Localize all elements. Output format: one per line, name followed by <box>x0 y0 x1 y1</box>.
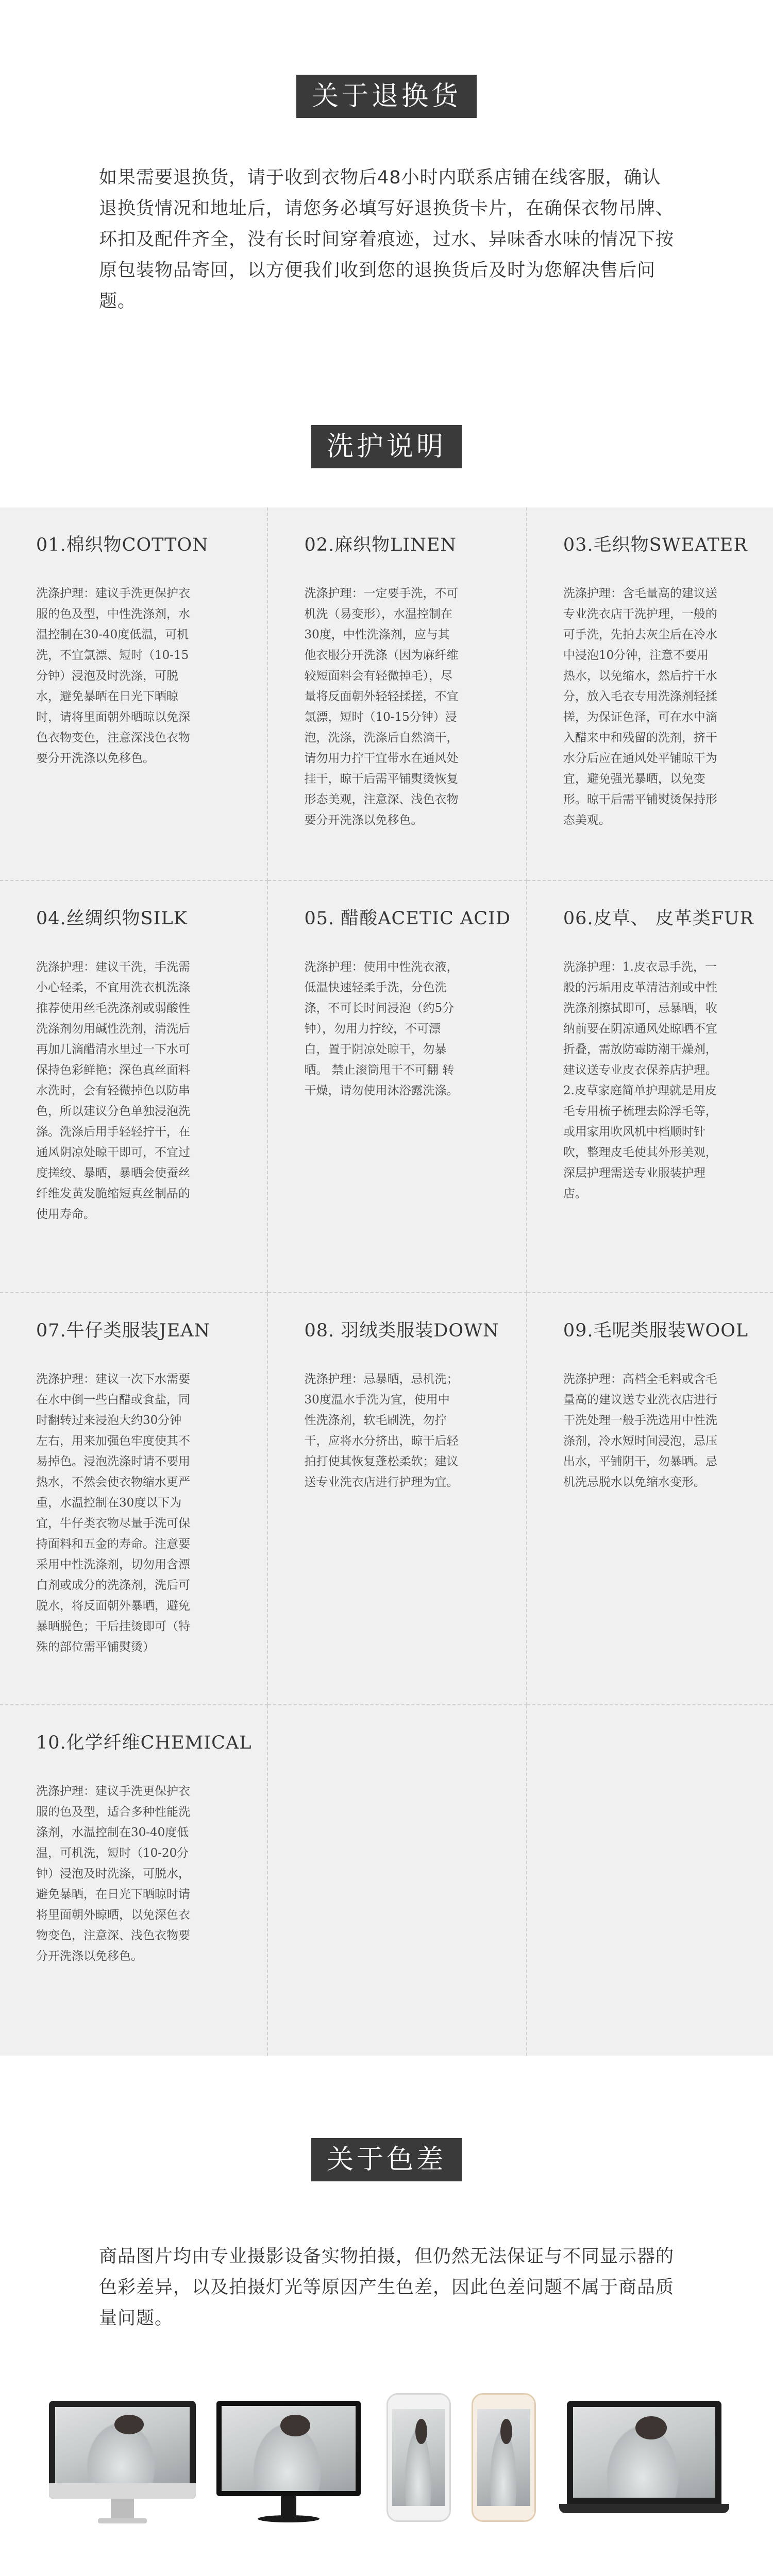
imac-illustration <box>49 2401 196 2527</box>
care-item-title: 09.毛呢类服装WOOL <box>563 1320 749 1341</box>
care-cell <box>0 1705 268 2056</box>
laptop-illustration <box>559 2401 729 2524</box>
care-cell <box>527 881 773 1293</box>
care-item-title: 05. 醋酸ACETIC ACID <box>304 908 511 929</box>
care-item-title: 06.皮草、 皮革类FUR <box>563 908 754 929</box>
care-item-text: 洗涤护理：含毛量高的建议送专业洗衣店干洗护理，一般的可手洗，先拍去灰尘后在冷水中浸泡10分钟，注意不要用热水，以免缩水，然后拧干水分，放入毛衣专用洗涤剂轻揉搓，为保证色泽，可在水中滴入醋来中和残留的洗剂，挤干水分后应在通风处平铺晾干为宜，避免强光暴晒，以免变形。晾干后需平铺熨烫保持形态美观。 <box>563 587 717 827</box>
phone-gold-illustration <box>472 2393 536 2522</box>
care-item-text: 洗涤护理：建议干洗，手洗需小心轻柔，不宜用洗衣机洗涤推荐使用丝毛洗涤剂或弱酸性洗涤剂勿用碱性洗剂，清洗后再加几滴醋清水里过一下水可保持色彩鲜艳；深色真丝面料水洗时，会有轻微掉色以防串色，所以建议分色单独浸泡洗涤。洗涤后用手轻轻拧干，在通风阴凉处晾干即可，不宜过度搓绞、暴晒，暴晒会使蚕丝纤维发黄发脆缩短真丝制品的使用寿命。 <box>36 960 190 1221</box>
care-item-text: 洗涤护理：建议手洗更保护衣服的色及型，中性洗涤剂，水温控制在30-40度低温，可机洗，不宜氯漂、短时（10-15分钟）浸泡及时洗涤，可脱水，避免暴晒在日光下晒晾时，请将里面朝外晒晾以免深色衣物变色，注意深浅色衣物要分开洗涤以免移色。 <box>36 587 190 765</box>
care-item-text: 洗涤护理：建议手洗更保护衣服的色及型，适合多种性能洗涤剂，水温控制在30-40度低温，可机洗，短时（10-20分钟）浸泡及时洗涤，可脱水，避免暴晒，在日光下晒晾时请将里面朝外晾晒，以免深色衣物变色，注意深、浅色衣物要分开洗涤以免移色。 <box>36 1785 190 1963</box>
care-cell <box>0 1293 268 1705</box>
care-item-text: 洗涤护理：使用中性洗衣液，低温快速轻柔手洗，分色洗涤，不可长时间浸泡（约5分钟），勿用力拧绞，不可漂白，置于阴凉处晾干，勿暴晒。 禁止滚筒甩干不可翻 转干燥，请勿使用沐浴露洗涤。 <box>304 960 459 1097</box>
color-diff-text: 商品图片均由专业摄影设备实物拍摄，但仍然无法保证与不同显示器的色彩差异，以及拍摄灯光等原因产生色差，因此色差问题不属于商品质量问题。 <box>99 2246 675 2329</box>
care-item-text: 洗涤护理：1.皮衣忌手洗，一般的污垢用皮革清洁剂或中性洗涤剂擦拭即可，忌暴晒，收纳前要在阴凉通风处晾晒不宜折叠，需放防霉防潮干燥剂，建议送专业皮衣保养店护理。 2.皮草家庭简单护理就是用皮毛专用梳子梳理去除浮毛等，或用家用吹风机中档顺时针吹，整理皮毛使其外形美观，深层护理需送专业服装护理店。 <box>563 960 717 1200</box>
care-item-text: 洗涤护理：建议一次下水需要在水中倒一些白醋或食盐，同时翻转过来浸泡大约30分钟左右，用来加强色牢度使其不易掉色。浸泡洗涤时请不要用热水，不然会使衣物缩水更严重，水温控制在30度以下为宜，牛仔类衣物尽量手洗可保持面料和五金的寿命。注意要采用中性洗涤剂，切勿用含漂白剂或成分的洗涤剂，洗后可脱水，将反面朝外暴晒，避免暴晒脱色；干后挂烫即可（特殊的部位需平铺熨烫） <box>36 1372 190 1654</box>
color-diff-title: 关于色差 <box>311 2138 462 2181</box>
care-cell <box>527 507 773 881</box>
care-item-title: 01.棉织物COTTON <box>36 535 209 555</box>
care-cell <box>527 1293 773 1705</box>
returns-text: 如果需要退换货，请于收到衣物后48小时内联系店铺在线客服，确认退换货情况和地址后，请您务必填写好退换货卡片，在确保衣物吊牌、环扣及配件齐全，没有长时间穿着痕迹，过水、异味香水味的情况下按原包装物品寄回，以方便我们收到您的退换货后及时为您解决售后问题。 <box>99 167 675 312</box>
care-item-title: 08. 羽绒类服装DOWN <box>304 1320 499 1341</box>
care-item-title: 03.毛织物SWEATER <box>563 535 748 555</box>
monitor-illustration <box>216 2401 361 2527</box>
care-cell <box>268 507 527 881</box>
returns-title: 关于退换货 <box>296 75 477 118</box>
care-title: 洗护说明 <box>311 425 462 468</box>
care-cell <box>268 881 527 1293</box>
care-grid <box>0 507 773 2056</box>
care-cell <box>0 507 268 881</box>
care-cell-empty <box>527 1705 773 2056</box>
phone-white-illustration <box>386 2393 451 2522</box>
device-display-row <box>0 2380 773 2535</box>
care-cell <box>268 1293 527 1705</box>
care-item-title: 04.丝绸织物SILK <box>36 908 188 929</box>
care-cell-empty <box>268 1705 527 2056</box>
care-cell <box>0 881 268 1293</box>
care-item-text: 洗涤护理：忌暴晒，忌机洗；30度温水手洗为宜，使用中性洗涤剂，软毛刷洗，勿拧干，应将水分挤出，晾干后轻拍打使其恢复蓬松柔软；建议送专业洗衣店进行护理为宜。 <box>304 1372 459 1489</box>
care-item-title: 07.牛仔类服装JEAN <box>36 1320 211 1341</box>
care-item-text: 洗涤护理：一定要手洗，不可机洗（易变形），水温控制在30度，中性洗涤剂，应与其他衣服分开洗涤（因为麻纤维较短面料会有轻微掉毛），尽量将反面朝外轻轻揉搓，不宜氯漂，短时（10-15分钟）浸泡，洗涤，洗涤后自然滴干，请勿用力拧干宜带水在通风处挂干，晾干后需平铺熨烫恢复形态美观，注意深、浅色衣物要分开洗涤以免移色。 <box>304 587 459 827</box>
care-item-title: 02.麻织物LINEN <box>304 535 457 555</box>
care-item-text: 洗涤护理：高档全毛料或含毛量高的建议送专业洗衣店进行干洗处理一般手洗选用中性洗涤剂，冷水短时间浸泡，忌压出水，平铺阴干，勿暴晒。忌机洗忌脱水以免缩水变形。 <box>563 1372 717 1489</box>
care-item-title: 10.化学纤维CHEMICAL <box>36 1733 252 1753</box>
